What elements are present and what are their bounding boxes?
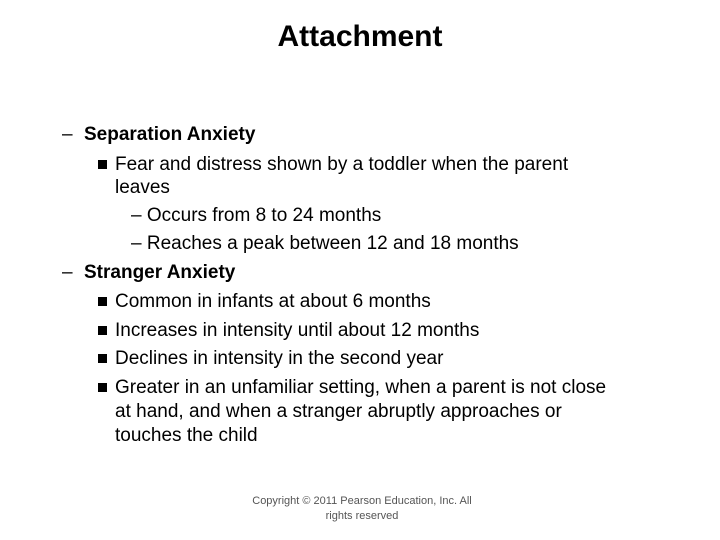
bullet-item [98,347,443,371]
bullet-text: Common in infants at about 6 months [115,291,431,312]
sub-bullet-item [131,232,519,256]
bullet-text-continuation: at hand, and when a stranger abruptly approaches or [115,401,562,422]
dash-marker: – [62,262,73,283]
bullet-item [98,153,568,177]
section-heading-stranger-anxiety [62,261,235,285]
bullet-text: Fear and distress shown by a toddler when the parent [115,154,569,175]
slide-title: Attachment [277,20,443,53]
section-heading-label: Separation Anxiety [84,124,256,145]
copyright-line: Copyright © 2011 Pearson Education, Inc. All [252,495,472,507]
square-bullet-icon [98,297,107,306]
sub-bullet-item [131,204,381,228]
square-bullet-icon [98,354,107,363]
bullet-item [98,319,479,343]
dash-marker: – [131,205,142,226]
section-heading-label: Stranger Anxiety [84,262,236,283]
bullet-text: Increases in intensity until about 12 months [115,320,480,341]
copyright-line: rights reserved [325,510,399,522]
bullet-text-continuation: touches the child [115,425,258,446]
bullet-text-continuation: leaves [115,177,170,198]
square-bullet-icon [98,326,107,335]
sub-bullet-text: Reaches a peak between 12 and 18 months [146,233,519,254]
dash-marker: – [131,233,142,254]
square-bullet-icon [98,383,107,392]
bullet-item [98,376,606,400]
sub-bullet-text: Occurs from 8 to 24 months [146,205,382,226]
bullet-item [98,290,431,314]
square-bullet-icon [98,160,107,169]
bullet-text: Greater in an unfamiliar setting, when a parent is not close [115,377,607,398]
dash-marker: – [62,124,73,145]
copyright-footer [240,494,484,524]
bullet-text: Declines in intensity in the second year [115,348,444,369]
section-heading-separation-anxiety [62,123,255,147]
